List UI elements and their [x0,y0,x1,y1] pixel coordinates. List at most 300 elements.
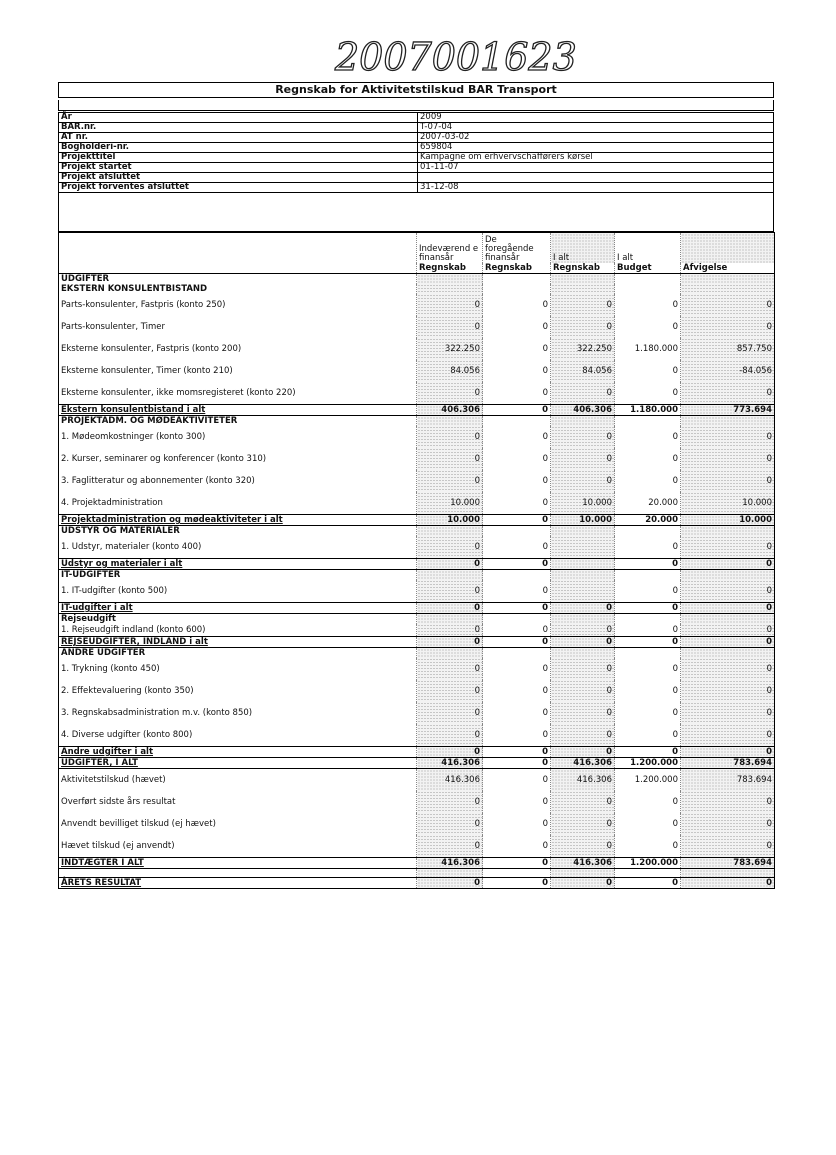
value-cell-col2: 0 [483,878,551,889]
info-row [59,163,774,173]
value-cell-col3: 0 [551,747,615,758]
value-cell-col3: 0 [551,624,615,637]
value-cell-col3 [551,559,615,570]
value-cell-col3: 322.250 [551,338,615,360]
value-cell-col3 [551,536,615,559]
value-cell-col2: 0 [483,316,551,338]
row-label: UDGIFTER [59,274,417,285]
value-cell-col2: 0 [483,747,551,758]
value-cell-col1: 322.250 [417,338,483,360]
value-cell-col5 [681,274,775,285]
info-value: 01-11-07 [418,163,774,173]
title-spacer [58,100,774,111]
value-cell-col1: 0 [417,559,483,570]
value-cell-col3: 84.056 [551,360,615,382]
value-cell-col3: 0 [551,702,615,724]
value-cell-col5: 783.694 [681,758,775,769]
value-cell-col4: 0 [615,536,681,559]
line-item-row [59,769,775,792]
value-cell-col4: 1.180.000 [615,405,681,416]
value-cell-col4: 1.200.000 [615,769,681,792]
header-row-top [59,233,775,264]
value-cell-col4: 20.000 [615,492,681,515]
value-cell-col5: 0 [681,878,775,889]
row-label: 4. Projektadministration [59,492,417,515]
info-row [59,133,774,143]
value-cell-col4: 1.200.000 [615,858,681,869]
value-cell-col4: 0 [615,680,681,702]
total-row [59,858,775,869]
value-cell-col3: 0 [551,835,615,858]
header-empty-2 [59,263,417,274]
row-label: 3. Faglitteratur og abonnementer (konto 320) [59,470,417,492]
section-header-row [59,648,775,659]
value-cell-col5: 783.694 [681,858,775,869]
info-label: Projekt forventes afsluttet [59,183,418,193]
value-cell-col5: 0 [681,603,775,614]
value-cell-col3: 406.306 [551,405,615,416]
total-row [59,405,775,416]
value-cell-col3: 0 [551,791,615,813]
row-label: Parts-konsulenter, Timer [59,316,417,338]
total-row [59,747,775,758]
value-cell-col2 [483,526,551,537]
info-gap [58,193,774,232]
value-cell-col5: -84.056 [681,360,775,382]
value-cell-col3 [551,580,615,603]
info-label: Projekttitel [59,153,418,163]
value-cell-col5: 10.000 [681,492,775,515]
value-cell-col5: 0 [681,637,775,648]
value-cell-col4: 0 [615,724,681,747]
line-item-row [59,580,775,603]
value-cell-col2: 0 [483,515,551,526]
value-cell-col3 [551,648,615,659]
handwritten-number [330,30,577,80]
value-cell-col1: 416.306 [417,758,483,769]
value-cell-col3: 0 [551,448,615,470]
value-cell-col3 [551,526,615,537]
value-cell-col4: 0 [615,316,681,338]
value-cell-col5: 0 [681,382,775,405]
handwritten-number-graphic [330,30,577,80]
total-row [59,637,775,648]
value-cell-col5: 0 [681,470,775,492]
row-label: IT-udgifter i alt [59,603,417,614]
value-cell-col2: 0 [483,658,551,680]
row-label: 4. Diverse udgifter (konto 800) [59,724,417,747]
value-cell-col3 [551,869,615,878]
row-label: Eksterne konsulenter, Timer (konto 210) [59,360,417,382]
row-label: Rejseudgift [59,614,417,625]
value-cell-col5: 0 [681,835,775,858]
value-cell-col1: 0 [417,835,483,858]
total-row [59,515,775,526]
row-label: Eksterne konsulenter, ikke momsregisteret (konto 220) [59,382,417,405]
value-cell-col4 [615,284,681,294]
value-cell-col4: 0 [615,426,681,448]
value-cell-col1: 0 [417,316,483,338]
value-cell-col4 [615,614,681,625]
row-label: Anvendt bevilliget tilskud (ej hævet) [59,813,417,835]
section-header-row [59,526,775,537]
value-cell-col5: 0 [681,316,775,338]
line-item-row [59,624,775,637]
value-cell-col3: 10.000 [551,492,615,515]
handwritten-number-text: 2007001623 [335,35,577,79]
info-row [59,173,774,183]
value-cell-col4: 0 [615,580,681,603]
header-col2: Regnskab [483,263,551,274]
value-cell-col3: 416.306 [551,769,615,792]
info-label: Projekt afsluttet [59,173,418,183]
value-cell-col1 [417,274,483,285]
value-cell-col2: 0 [483,813,551,835]
info-value: 659804 [418,143,774,153]
value-cell-col4 [615,526,681,537]
line-item-row [59,658,775,680]
line-item-row [59,724,775,747]
value-cell-col1: 0 [417,470,483,492]
value-cell-col1 [417,648,483,659]
header-col2-top: De foregående finansår [483,233,551,264]
row-label: 1. Mødeomkostninger (konto 300) [59,426,417,448]
value-cell-col1: 10.000 [417,492,483,515]
value-cell-col1: 416.306 [417,769,483,792]
value-cell-col3: 0 [551,878,615,889]
value-cell-col4: 0 [615,559,681,570]
value-cell-col4 [615,570,681,581]
row-label: Ekstern konsulentbistand i alt [59,405,417,416]
value-cell-col5: 0 [681,702,775,724]
value-cell-col1: 0 [417,637,483,648]
value-cell-col4 [615,648,681,659]
line-item-row [59,426,775,448]
value-cell-col4 [615,416,681,427]
section-header-row [59,274,775,285]
value-cell-col5: 0 [681,680,775,702]
value-cell-col1 [417,526,483,537]
accounts-table [58,232,775,889]
value-cell-col4 [615,274,681,285]
value-cell-col5 [681,526,775,537]
value-cell-col2: 0 [483,858,551,869]
row-label: EKSTERN KONSULENTBISTAND [59,284,417,294]
value-cell-col2: 0 [483,791,551,813]
line-item-row [59,448,775,470]
value-cell-col1: 0 [417,680,483,702]
value-cell-col1: 0 [417,724,483,747]
row-label: Hævet tilskud (ej anvendt) [59,835,417,858]
value-cell-col3: 0 [551,658,615,680]
info-label: År [59,113,418,123]
header-col3: Regnskab [551,263,615,274]
value-cell-col4: 0 [615,294,681,316]
row-label: IT-UDGIFTER [59,570,417,581]
row-label: Eksterne konsulenter, Fastpris (konto 200) [59,338,417,360]
total-row [59,758,775,769]
value-cell-col5: 0 [681,294,775,316]
value-cell-col2: 0 [483,382,551,405]
value-cell-col3: 0 [551,426,615,448]
value-cell-col1: 0 [417,426,483,448]
value-cell-col4: 0 [615,382,681,405]
line-item-row [59,316,775,338]
value-cell-col4: 0 [615,702,681,724]
row-label: 2. Effektevaluering (konto 350) [59,680,417,702]
value-cell-col2: 0 [483,702,551,724]
value-cell-col5: 0 [681,747,775,758]
value-cell-col1 [417,284,483,294]
row-label: 1. Rejseudgift indland (konto 600) [59,624,417,637]
info-value: T-07-04 [418,123,774,133]
value-cell-col2: 0 [483,294,551,316]
header-col3-top: I alt [551,233,615,264]
info-label: Projekt startet [59,163,418,173]
value-cell-col3 [551,416,615,427]
line-item-row [59,702,775,724]
row-label: Andre udgifter i alt [59,747,417,758]
value-cell-col5 [681,570,775,581]
value-cell-col5 [681,614,775,625]
header-empty [59,233,417,264]
value-cell-col3: 0 [551,813,615,835]
row-label: 3. Regnskabsadministration m.v. (konto 850) [59,702,417,724]
row-label: 2. Kurser, seminarer og konferencer (konto 310) [59,448,417,470]
value-cell-col3 [551,274,615,285]
value-cell-col3: 0 [551,470,615,492]
value-cell-col1: 0 [417,294,483,316]
info-label: Bogholderi-nr. [59,143,418,153]
value-cell-col5: 773.694 [681,405,775,416]
value-cell-col5: 0 [681,448,775,470]
line-item-row [59,536,775,559]
value-cell-col1: 0 [417,624,483,637]
value-cell-col2: 0 [483,624,551,637]
value-cell-col2 [483,284,551,294]
value-cell-col2: 0 [483,405,551,416]
value-cell-col1: 0 [417,702,483,724]
value-cell-col4: 0 [615,878,681,889]
value-cell-col4: 20.000 [615,515,681,526]
value-cell-col2: 0 [483,559,551,570]
value-cell-col2: 0 [483,680,551,702]
info-row [59,183,774,193]
total-row [59,878,775,889]
header-col4: Budget [615,263,681,274]
row-label: 1. IT-udgifter (konto 500) [59,580,417,603]
value-cell-col1: 0 [417,382,483,405]
value-cell-col2 [483,570,551,581]
value-cell-col5: 0 [681,624,775,637]
header-col4-top: I alt [615,233,681,264]
total-row [59,603,775,614]
value-cell-col1: 0 [417,791,483,813]
value-cell-col5: 0 [681,724,775,747]
value-cell-col3: 416.306 [551,758,615,769]
value-cell-col2: 0 [483,536,551,559]
value-cell-col5: 0 [681,791,775,813]
total-row [59,559,775,570]
info-row [59,123,774,133]
value-cell-col5 [681,869,775,878]
value-cell-col4: 0 [615,658,681,680]
value-cell-col1 [417,869,483,878]
value-cell-col5 [681,648,775,659]
row-label: ANDRE UDGIFTER [59,648,417,659]
value-cell-col1: 0 [417,658,483,680]
value-cell-col4: 1.200.000 [615,758,681,769]
row-label: Overført sidste års resultat [59,791,417,813]
row-label: 1. Udstyr, materialer (konto 400) [59,536,417,559]
value-cell-col2: 0 [483,426,551,448]
value-cell-col1 [417,614,483,625]
value-cell-col1: 84.056 [417,360,483,382]
row-label: INDTÆGTER I ALT [59,858,417,869]
info-value: 2007-03-02 [418,133,774,143]
line-item-row [59,835,775,858]
value-cell-col2: 0 [483,603,551,614]
value-cell-col5: 783.694 [681,769,775,792]
line-item-row [59,813,775,835]
value-cell-col3: 0 [551,680,615,702]
header-col1-top: Indeværend e finansår [417,233,483,264]
info-value: 31-12-08 [418,183,774,193]
value-cell-col3: 0 [551,382,615,405]
value-cell-col4: 0 [615,470,681,492]
value-cell-col1 [417,570,483,581]
line-item-row [59,680,775,702]
info-value: Kampagne om erhvervschafførers kørsel [418,153,774,163]
value-cell-col4: 1.180.000 [615,338,681,360]
line-item-row [59,382,775,405]
accounting-document [58,82,774,889]
value-cell-col2: 0 [483,758,551,769]
row-label: PROJEKTADM. OG MØDEAKTIVITETER [59,416,417,427]
value-cell-col2: 0 [483,492,551,515]
value-cell-col1: 0 [417,603,483,614]
header-col1: Regnskab [417,263,483,274]
row-label: Udstyr og materialer i alt [59,559,417,570]
value-cell-col3 [551,614,615,625]
value-cell-col3: 0 [551,603,615,614]
value-cell-col1: 0 [417,747,483,758]
value-cell-col3 [551,284,615,294]
row-label: ÅRETS RESULTAT [59,878,417,889]
row-label: UDGIFTER, I ALT [59,758,417,769]
header-col5: Afvigelse [681,263,775,274]
value-cell-col5: 0 [681,536,775,559]
value-cell-col4: 0 [615,360,681,382]
info-row [59,143,774,153]
blank-row [59,869,775,878]
line-item-row [59,492,775,515]
value-cell-col4: 0 [615,624,681,637]
info-row [59,113,774,123]
document-title: Regnskab for Aktivitetstilskud BAR Transport [58,82,774,98]
project-info-table [58,112,774,193]
value-cell-col2 [483,648,551,659]
value-cell-col5 [681,284,775,294]
value-cell-col1: 0 [417,878,483,889]
line-item-row [59,791,775,813]
value-cell-col2: 0 [483,637,551,648]
value-cell-col4: 0 [615,637,681,648]
info-label: AT nr. [59,133,418,143]
value-cell-col5: 0 [681,580,775,603]
info-value [418,173,774,183]
row-label: Projektadministration og mødeaktiviteter i alt [59,515,417,526]
info-row [59,153,774,163]
value-cell-col1: 406.306 [417,405,483,416]
value-cell-col2: 0 [483,580,551,603]
value-cell-col3: 0 [551,724,615,747]
value-cell-col1: 0 [417,813,483,835]
value-cell-col1: 0 [417,580,483,603]
value-cell-col3: 0 [551,316,615,338]
value-cell-col2: 0 [483,724,551,747]
value-cell-col4: 0 [615,747,681,758]
value-cell-col2 [483,416,551,427]
section-header-row [59,570,775,581]
value-cell-col3: 10.000 [551,515,615,526]
line-item-row [59,470,775,492]
value-cell-col5: 10.000 [681,515,775,526]
value-cell-col2: 0 [483,448,551,470]
value-cell-col4: 0 [615,791,681,813]
value-cell-col2: 0 [483,835,551,858]
info-value: 2009 [418,113,774,123]
line-item-row [59,360,775,382]
row-label: Aktivitetstilskud (hævet) [59,769,417,792]
value-cell-col1 [417,416,483,427]
value-cell-col2 [483,614,551,625]
value-cell-col4: 0 [615,813,681,835]
value-cell-col2 [483,274,551,285]
value-cell-col2 [483,869,551,878]
value-cell-col3: 0 [551,294,615,316]
value-cell-col1: 416.306 [417,858,483,869]
row-label: 1. Trykning (konto 450) [59,658,417,680]
section-header-row [59,284,775,294]
value-cell-col1: 0 [417,448,483,470]
value-cell-col5 [681,416,775,427]
value-cell-col5: 857.750 [681,338,775,360]
value-cell-col2: 0 [483,338,551,360]
row-label: UDSTYR OG MATERIALER [59,526,417,537]
value-cell-col3: 416.306 [551,858,615,869]
value-cell-col5: 0 [681,559,775,570]
value-cell-col4: 0 [615,448,681,470]
header-col5-top [681,233,775,264]
info-label: BAR.nr. [59,123,418,133]
value-cell-col4: 0 [615,835,681,858]
line-item-row [59,294,775,316]
section-header-row [59,416,775,427]
value-cell-col1: 10.000 [417,515,483,526]
section-header-row [59,614,775,625]
value-cell-col5: 0 [681,813,775,835]
value-cell-col3 [551,570,615,581]
line-item-row [59,338,775,360]
value-cell-col5: 0 [681,658,775,680]
value-cell-col3: 0 [551,637,615,648]
value-cell-col2: 0 [483,470,551,492]
header-row [59,263,775,274]
value-cell-col4 [615,869,681,878]
value-cell-col1: 0 [417,536,483,559]
value-cell-col2: 0 [483,769,551,792]
